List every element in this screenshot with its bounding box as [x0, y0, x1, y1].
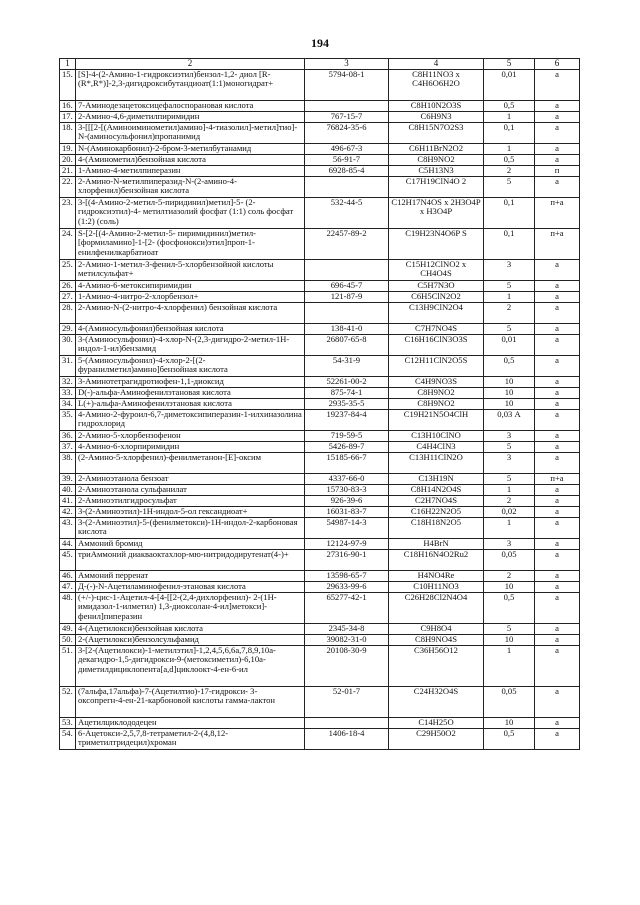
class-cell: п+а	[535, 229, 580, 260]
table-row	[60, 635, 580, 646]
class-cell: a	[535, 687, 580, 718]
substance-name: (+/-)-цис-1-Ацетил-4-[4-[[2-(2,4-дихлорфенил)- 2-(1Н-имидазол-1-илметил) 1,3-диоксолан-4-ил]метокси]-фенил]пиперазин	[76, 593, 305, 624]
value-cell: 10	[484, 388, 535, 399]
cas-number: 15185-66-7	[305, 453, 389, 474]
class-cell: a	[535, 123, 580, 144]
table-row	[60, 292, 580, 303]
row-number: 18.	[60, 123, 76, 144]
class-cell: a	[535, 518, 580, 539]
value-cell: 2	[484, 496, 535, 507]
table-header-row	[60, 59, 580, 70]
class-cell: a	[535, 356, 580, 377]
value-cell: 2	[484, 166, 535, 177]
value-cell: 0,5	[484, 356, 535, 377]
chemical-formula: C6H11BrN2O2	[389, 144, 484, 155]
row-number: 26.	[60, 281, 76, 292]
value-cell: 5	[484, 324, 535, 335]
class-cell: a	[535, 399, 580, 410]
cas-number: 496-67-3	[305, 144, 389, 155]
cas-number: 54987-14-3	[305, 518, 389, 539]
value-cell: 5	[484, 281, 535, 292]
class-cell: п+а	[535, 198, 580, 229]
table-row	[60, 582, 580, 593]
substance-name: Аммоний перренат	[76, 571, 305, 582]
substance-name: Д-(-)-N-Ацетиламинофенил-этановая кислота	[76, 582, 305, 593]
column-header: 6	[535, 59, 580, 70]
cas-number: 5794-08-1	[305, 70, 389, 101]
row-number: 22.	[60, 177, 76, 198]
table-row	[60, 453, 580, 474]
cas-number: 16031-83-7	[305, 507, 389, 518]
class-cell: a	[535, 496, 580, 507]
class-cell: a	[535, 144, 580, 155]
table-row	[60, 539, 580, 550]
substance-name: 5-(Аминосульфонил)-4-хлор-2-[(2-фуранилметил)амино]бензойная кислота	[76, 356, 305, 377]
cas-number	[305, 101, 389, 112]
cas-number: 1406-18-4	[305, 729, 389, 750]
cas-number: 121-87-9	[305, 292, 389, 303]
cas-number	[305, 177, 389, 198]
class-cell: a	[535, 646, 580, 687]
row-number: 31.	[60, 356, 76, 377]
table-row	[60, 474, 580, 485]
substance-name: 3-Аминотетрагидротиофен-1,1-диоксид	[76, 377, 305, 388]
cas-number: 12124-97-9	[305, 539, 389, 550]
row-number: 48.	[60, 593, 76, 624]
substance-name: 2-Аминоэтилгидросульфат	[76, 496, 305, 507]
table-row	[60, 442, 580, 453]
value-cell: 5	[484, 624, 535, 635]
table-row	[60, 112, 580, 123]
class-cell: a	[535, 624, 580, 635]
table-row	[60, 356, 580, 377]
substance-name: S-[2-[(4-Амино-2-метил-5- пиримидинил)метил-[формиламино]-1-[2- (фосфонокси)этил]проп-1-енилфенилкарбатиоат	[76, 229, 305, 260]
row-number: 49.	[60, 624, 76, 635]
class-cell: a	[535, 442, 580, 453]
cas-number: 696-45-7	[305, 281, 389, 292]
table-row	[60, 496, 580, 507]
row-number: 24.	[60, 229, 76, 260]
class-cell: a	[535, 281, 580, 292]
row-number: 19.	[60, 144, 76, 155]
table-row	[60, 70, 580, 101]
value-cell: 1	[484, 646, 535, 687]
class-cell: a	[535, 177, 580, 198]
class-cell: a	[535, 112, 580, 123]
chemical-formula: C8H14N2O4S	[389, 485, 484, 496]
table-row	[60, 229, 580, 260]
substance-name: 2-Амино-N-(2-нитро-4-хлорфенил) бензойная кислота	[76, 303, 305, 324]
class-cell: a	[535, 729, 580, 750]
value-cell: 0,5	[484, 155, 535, 166]
value-cell: 3	[484, 539, 535, 550]
value-cell: 3	[484, 453, 535, 474]
cas-number: 39082-31-0	[305, 635, 389, 646]
table-row	[60, 101, 580, 112]
table-row	[60, 144, 580, 155]
chemical-formula: C13H10ClNO	[389, 431, 484, 442]
cas-number: 532-44-5	[305, 198, 389, 229]
table-row	[60, 399, 580, 410]
value-cell: 1	[484, 144, 535, 155]
chemical-formula: C17H19ClN4O 2	[389, 177, 484, 198]
chemical-formula: C8H15N7O2S3	[389, 123, 484, 144]
cas-number: 19237-84-4	[305, 410, 389, 431]
value-cell: 5	[484, 442, 535, 453]
row-number: 33.	[60, 388, 76, 399]
value-cell: 5	[484, 474, 535, 485]
value-cell: 0,01	[484, 335, 535, 356]
chemical-formula: C13H19N	[389, 474, 484, 485]
row-number: 20.	[60, 155, 76, 166]
value-cell: 0,03 А	[484, 410, 535, 431]
row-number: 51.	[60, 646, 76, 687]
cas-number: 2935-35-5	[305, 399, 389, 410]
substance-name: L(+)-альфа-Аминофенилэтановая кислота	[76, 399, 305, 410]
cas-number: 13598-65-7	[305, 571, 389, 582]
cas-number: 76824-35-6	[305, 123, 389, 144]
chemical-formula: C19H21N5O4ClH	[389, 410, 484, 431]
value-cell: 0,5	[484, 101, 535, 112]
chemical-formula: C29H50O2	[389, 729, 484, 750]
cas-number: 29633-99-6	[305, 582, 389, 593]
table-row	[60, 410, 580, 431]
value-cell: 5	[484, 177, 535, 198]
table-row	[60, 646, 580, 687]
substance-name: N-(Аминокарбонил)-2-бром-3-метилбутанамид	[76, 144, 305, 155]
chemical-formula: C12H11ClN2O5S	[389, 356, 484, 377]
row-number: 37.	[60, 442, 76, 453]
substance-name: 3-(2-Аминоэтил)-5-(фенилметокси)-1Н-индол-2-карбоновая кислота	[76, 518, 305, 539]
row-number: 50.	[60, 635, 76, 646]
cas-number	[305, 260, 389, 281]
cas-number: 52-01-7	[305, 687, 389, 718]
value-cell: 0,05	[484, 687, 535, 718]
cas-number: 767-15-7	[305, 112, 389, 123]
row-number: 21.	[60, 166, 76, 177]
class-cell: a	[535, 593, 580, 624]
substance-name: 4-Амино-6-хлорпиримидин	[76, 442, 305, 453]
row-number: 17.	[60, 112, 76, 123]
table-row	[60, 507, 580, 518]
value-cell: 10	[484, 635, 535, 646]
value-cell: 10	[484, 718, 535, 729]
table-row	[60, 377, 580, 388]
table-row	[60, 550, 580, 571]
cas-number: 22457-89-2	[305, 229, 389, 260]
row-number: 52.	[60, 687, 76, 718]
chemical-formula: C18H18N2O5	[389, 518, 484, 539]
value-cell: 10	[484, 377, 535, 388]
cas-number: 54-31-9	[305, 356, 389, 377]
chemical-formula: C8H9NO2	[389, 388, 484, 399]
row-number: 39.	[60, 474, 76, 485]
class-cell: a	[535, 70, 580, 101]
class-cell: a	[535, 410, 580, 431]
table-row	[60, 593, 580, 624]
page-number: 194	[311, 36, 329, 50]
table-row	[60, 303, 580, 324]
table-row	[60, 718, 580, 729]
substance-name: 6-Ацетокси-2,5,7,8-тетраметил-2-(4,8,12-триметилтридецил)хроман	[76, 729, 305, 750]
column-header: 1	[60, 59, 76, 70]
class-cell: a	[535, 292, 580, 303]
cas-number: 5426-89-7	[305, 442, 389, 453]
table-row	[60, 485, 580, 496]
class-cell: a	[535, 324, 580, 335]
row-number: 41.	[60, 496, 76, 507]
column-header: 5	[484, 59, 535, 70]
substance-name: Аммоний бромид	[76, 539, 305, 550]
value-cell: 1	[484, 485, 535, 496]
substance-name: 4-Амино-2-фуроил-6,7-диметоксипиперазин-1-илхиназолина гидрохлорид	[76, 410, 305, 431]
table-row	[60, 388, 580, 399]
cas-number: 15730-83-3	[305, 485, 389, 496]
substance-name: 4-(Аминометил)бензойная кислота	[76, 155, 305, 166]
table-row	[60, 431, 580, 442]
chemical-formula: C10H11NO3	[389, 582, 484, 593]
row-number: 15.	[60, 70, 76, 101]
value-cell: 1	[484, 518, 535, 539]
value-cell: 0,5	[484, 593, 535, 624]
chemical-formula: C8H10N2O3S	[389, 101, 484, 112]
chemical-formula: C16H16ClN3O3S	[389, 335, 484, 356]
class-cell: a	[535, 388, 580, 399]
row-number: 35.	[60, 410, 76, 431]
column-header: 2	[76, 59, 305, 70]
chemical-formula: C6H9N3	[389, 112, 484, 123]
column-header: 4	[389, 59, 484, 70]
row-number: 27.	[60, 292, 76, 303]
chemical-formula: C24H32O4S	[389, 687, 484, 718]
row-number: 42.	[60, 507, 76, 518]
substance-name: 2-(Ацетилокси)бензолсульфамид	[76, 635, 305, 646]
substance-name: (7альфа,17альфа)-7-(Ацетилтио)-17-гидрокси- 3-оксопрегн-4-ен-21-карбоновой кислоты гамма-лактон	[76, 687, 305, 718]
row-number: 25.	[60, 260, 76, 281]
substance-name: (2-Амино-5-хлорфенил)-фенилметанон-[Е]-оксим	[76, 453, 305, 474]
cas-number: 138-41-0	[305, 324, 389, 335]
substance-name: D(-)-альфа-Аминофенилэтановая кислота	[76, 388, 305, 399]
substance-name: 3-(Аминосульфонил)-4-хлор-N-(2,3-дигидро-2-метил-1Н-индол-1-ил)бензамид	[76, 335, 305, 356]
class-cell: a	[535, 635, 580, 646]
table-row	[60, 123, 580, 144]
substance-name: 2-Амино-5-хлорбензофенон	[76, 431, 305, 442]
substance-name: триАммоний диакваоктахлор-мю-нитридодирутенат(4-)+	[76, 550, 305, 571]
row-number: 53.	[60, 718, 76, 729]
cas-number	[305, 303, 389, 324]
table-row	[60, 571, 580, 582]
class-cell: п	[535, 166, 580, 177]
chemical-formula: C5H7N3O	[389, 281, 484, 292]
chemical-formula: C36H56O12	[389, 646, 484, 687]
substance-name: 3-[2-(Ацетилокси)-1-метилэтил]-1,2,4,5,6,6а,7,8,9,10а-декагидро-1,5-дигидрокси-9-(метоксиметил)-6,10а-диметилдициклопента[a,d]циклоокт-4-ен-6-ил	[76, 646, 305, 687]
chemical-formula: C13H11ClN2O	[389, 453, 484, 474]
substances-table	[59, 58, 580, 750]
class-cell: a	[535, 582, 580, 593]
substance-name: Ацетилциклододецен	[76, 718, 305, 729]
row-number: 40.	[60, 485, 76, 496]
table-row	[60, 198, 580, 229]
substance-name: 2-Амино-1-метил-3-фенил-5-хлорбензойной кислоты метилсульфат+	[76, 260, 305, 281]
class-cell: a	[535, 155, 580, 166]
chemical-formula: C4H4ClN3	[389, 442, 484, 453]
chemical-formula: C2H7NO4S	[389, 496, 484, 507]
value-cell: 2	[484, 303, 535, 324]
substance-name: 4-Амино-6-метоксипиримидин	[76, 281, 305, 292]
chemical-formula: C18H16N4O2Ru2	[389, 550, 484, 571]
chemical-formula: C5H13N3	[389, 166, 484, 177]
value-cell: 1	[484, 292, 535, 303]
substance-name: 3-[(4-Амино-2-метил-5-пиридинил)метил]-5- (2-гидроксиэтил)-4- метилтиазолий фосфат (1:1) соль фосфат (1:2) (соль)	[76, 198, 305, 229]
class-cell: a	[535, 718, 580, 729]
chemical-formula: C8H9NO2	[389, 155, 484, 166]
class-cell: a	[535, 377, 580, 388]
cas-number: 20108-30-9	[305, 646, 389, 687]
value-cell: 1	[484, 112, 535, 123]
class-cell: a	[535, 335, 580, 356]
cas-number: 52261-00-2	[305, 377, 389, 388]
row-number: 46.	[60, 571, 76, 582]
table-body	[60, 70, 580, 750]
substance-name: 2-Аминоэтанола бензоат	[76, 474, 305, 485]
chemical-formula: H4NO4Re	[389, 571, 484, 582]
class-cell: a	[535, 571, 580, 582]
value-cell: 0,05	[484, 550, 535, 571]
class-cell: a	[535, 550, 580, 571]
chemical-formula: C8H9NO2	[389, 399, 484, 410]
row-number: 23.	[60, 198, 76, 229]
cas-number: 6928-85-4	[305, 166, 389, 177]
value-cell: 0,1	[484, 198, 535, 229]
table-row	[60, 518, 580, 539]
value-cell: 0,1	[484, 123, 535, 144]
table-row	[60, 260, 580, 281]
cas-number: 26807-65-8	[305, 335, 389, 356]
table-row	[60, 324, 580, 335]
table-row	[60, 281, 580, 292]
chemical-formula: C7H7NO4S	[389, 324, 484, 335]
row-number: 34.	[60, 399, 76, 410]
chemical-formula: C16H22N2O5	[389, 507, 484, 518]
substance-name: 2-Амино-N-метилпиперазид-N-(2-амино-4-хлорфенил)бензойная кислота	[76, 177, 305, 198]
substance-name: 1-Амино-4-нитро-2-хлорбензол+	[76, 292, 305, 303]
table-row	[60, 624, 580, 635]
class-cell: a	[535, 539, 580, 550]
substance-name: 3-[[[2-[(Аминоиминометил)амино]-4-тиазолил]-метил]тио]-N-(аминосульфонил)пропанимид	[76, 123, 305, 144]
table-row	[60, 335, 580, 356]
cas-number: 875-74-1	[305, 388, 389, 399]
row-number: 44.	[60, 539, 76, 550]
cas-number: 27316-90-1	[305, 550, 389, 571]
row-number: 32.	[60, 377, 76, 388]
chemical-formula: C8H9NO4S	[389, 635, 484, 646]
chemical-formula: C9H8O4	[389, 624, 484, 635]
cas-number: 926-39-6	[305, 496, 389, 507]
chemical-formula: C6H5ClN2O2	[389, 292, 484, 303]
value-cell: 10	[484, 582, 535, 593]
chemical-formula: C4H9NO3S	[389, 377, 484, 388]
class-cell: a	[535, 101, 580, 112]
chemical-formula: C8H11NO3 x C4H6O6H2O	[389, 70, 484, 101]
table-row	[60, 177, 580, 198]
value-cell: 0,1	[484, 229, 535, 260]
column-header: 3	[305, 59, 389, 70]
cas-number: 2345-34-8	[305, 624, 389, 635]
row-number: 16.	[60, 101, 76, 112]
value-cell: 2	[484, 571, 535, 582]
chemical-formula: C19H23N4O6P S	[389, 229, 484, 260]
value-cell: 0,01	[484, 70, 535, 101]
substance-name: 4-(Аминосульфонил)бензойная кислота	[76, 324, 305, 335]
value-cell: 10	[484, 399, 535, 410]
cas-number	[305, 718, 389, 729]
row-number: 38.	[60, 453, 76, 474]
chemical-formula: C12H17N4OS x 2H3O4P x H3O4P	[389, 198, 484, 229]
row-number: 30.	[60, 335, 76, 356]
cas-number: 4337-66-0	[305, 474, 389, 485]
substance-name: 2-Аминоэтанола сульфанилат	[76, 485, 305, 496]
chemical-formula: C13H9ClN2O4	[389, 303, 484, 324]
class-cell: a	[535, 431, 580, 442]
cas-number: 56-91-7	[305, 155, 389, 166]
class-cell: a	[535, 507, 580, 518]
row-number: 43.	[60, 518, 76, 539]
table-row	[60, 155, 580, 166]
class-cell: a	[535, 485, 580, 496]
substance-name: 3-(2-Аминоэтил)-1Н-индол-5-ол гександиоат+	[76, 507, 305, 518]
chemical-formula: C14H25O	[389, 718, 484, 729]
table-row	[60, 729, 580, 750]
value-cell: 3	[484, 260, 535, 281]
row-number: 47.	[60, 582, 76, 593]
substance-name: 7-Аминодезацетоксицефалоспорановая кислота	[76, 101, 305, 112]
chemical-formula: C26H28Cl2N4O4	[389, 593, 484, 624]
row-number: 28.	[60, 303, 76, 324]
cas-number: 65277-42-1	[305, 593, 389, 624]
value-cell: 0,5	[484, 729, 535, 750]
value-cell: 0,02	[484, 507, 535, 518]
row-number: 29.	[60, 324, 76, 335]
substance-name: 1-Амино-4-метилпиперазин	[76, 166, 305, 177]
table-row	[60, 166, 580, 177]
value-cell: 3	[484, 431, 535, 442]
class-cell: a	[535, 453, 580, 474]
table-row	[60, 687, 580, 718]
row-number: 36.	[60, 431, 76, 442]
chemical-formula: H4BrN	[389, 539, 484, 550]
class-cell: a	[535, 303, 580, 324]
chemical-formula: C15H12ClNO2 x CH4O4S	[389, 260, 484, 281]
row-number: 54.	[60, 729, 76, 750]
class-cell: п+а	[535, 474, 580, 485]
substance-name: 4-(Ацетилокси)бензойная кислота	[76, 624, 305, 635]
cas-number: 719-59-5	[305, 431, 389, 442]
row-number: 45.	[60, 550, 76, 571]
class-cell: a	[535, 260, 580, 281]
substance-name: 2-Амино-4,6-диметилпиримидин	[76, 112, 305, 123]
substance-name: [S]-4-(2-Амино-1-гидроксиэтил)бензол-1,2- диол [R-(R*,R*)]-2,3-дигидроксибутандиоат(1:1)моногидрат+	[76, 70, 305, 101]
